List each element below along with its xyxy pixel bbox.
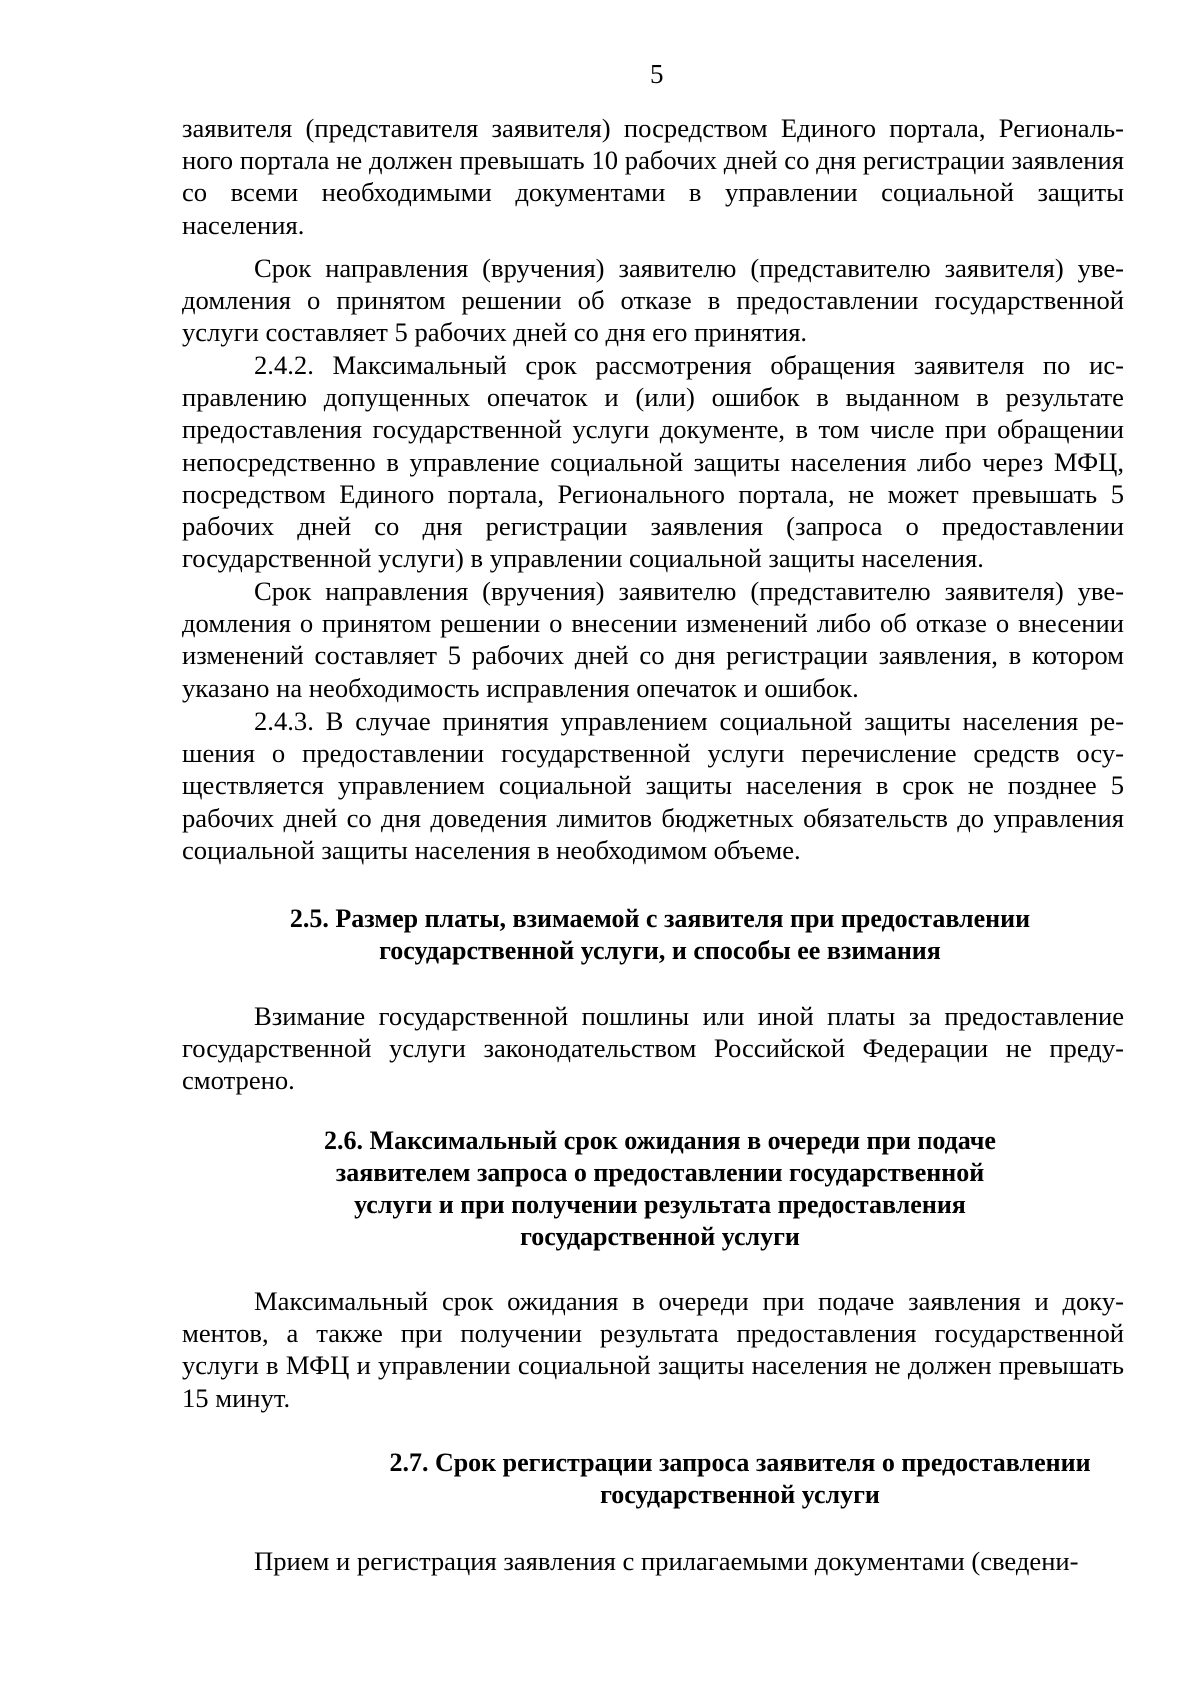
paragraph-2-4-3: 2.4.3. В случае принятия управлением социальной защиты населения решения о предоставлении государственной услуги перечисление средств осуществляется управлением социальной защиты населения в срок не позднее 5 рабочих дней со дня доведения лимитов бюджетных обязательств до управления социальной защиты населения в необходимом объеме. (182, 706, 1124, 865)
heading-2-7: 2.7. Срок регистрации запроса заявителя о предоставлении государственной услуги (389, 1448, 1091, 1509)
heading-2-6: 2.6. Максимальный срок ожидания в очереди при подаче заявителем запроса о предоставлении государственной услуги и при получении результата предоставления государственной услуги (324, 1126, 996, 1251)
paragraph-2: Срок направления (вручения) заявителю (представителю заявителя) уведомления о принятом решении об отказе в предоставлении государственной услуги составляет 5 рабочих дней со дня его принятия. (182, 253, 1124, 348)
paragraph-1: заявителя (представителя заявителя) посредством Единого портала, Регионального портала не должен превышать 10 рабочих дней со дня регистрации заявления со всеми необходимыми документами в управлении социальной защиты населения. (182, 113, 1124, 240)
heading-2-5: 2.5. Размер платы, взимаемой с заявителя при предоставлении государственной услуги, и способы ее взимания (289, 904, 1031, 965)
paragraph-fee: Взимание государственной пошлины или иной платы за предоставление государственной услуги законодательством Российской Федерации не предусмотрено. (182, 1001, 1124, 1096)
paragraph-3: Срок направления (вручения) заявителю (представителю заявителя) уведомления о принятом решении о внесении изменений либо об отказе о внесении изменений составляет 5 рабочих дней со дня регистрации заявления, в котором указано на необходимость исправления опечаток и ошибок. (182, 576, 1124, 703)
page-number: 5 (650, 59, 664, 89)
paragraph-registration: Прием и регистрация заявления с прилагаемыми документами (сведени- (254, 1546, 1079, 1576)
paragraph-queue: Максимальный срок ожидания в очереди при подаче заявления и документов, а также при получении результата предоставления государственной услуги в МФЦ и управлении социальной защиты населения не должен превышать 15 минут. (182, 1286, 1124, 1413)
paragraph-2-4-2: 2.4.2. Максимальный срок рассмотрения обращения заявителя по исправлению допущенных опечаток и (или) ошибок в выданном в результате предоставления государственной услуги документе, в том числе при обращении непосредственно в управление социальной защиты населения либо через МФЦ, посредством Единого портала, Регионального портала, не может превышать 5 рабочих дней со дня регистрации заявления (запроса о предоставлении государственной услуги) в управлении социальной защиты населения. (182, 350, 1124, 574)
